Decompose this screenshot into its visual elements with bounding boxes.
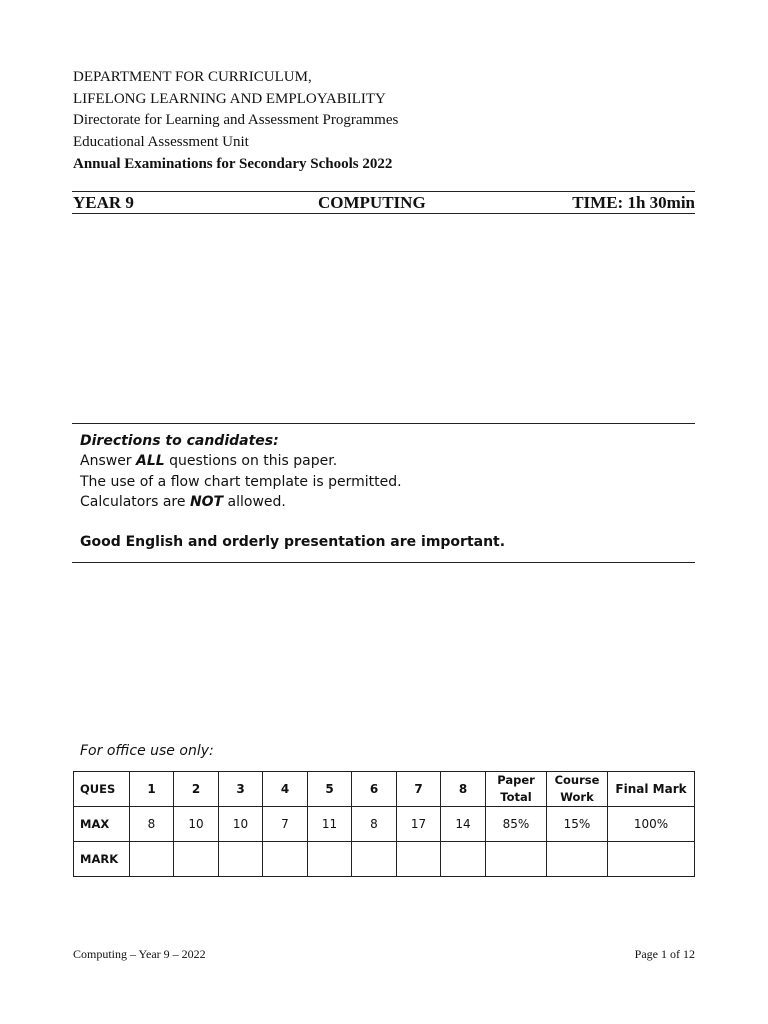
mark-cell-8 xyxy=(441,842,486,877)
max-7: 17 xyxy=(397,807,441,842)
max-2: 10 xyxy=(174,807,219,842)
header-line-3: Directorate for Learning and Assessment Programmes xyxy=(73,112,399,128)
max-4: 7 xyxy=(263,807,308,842)
mark-cell-7 xyxy=(397,842,441,877)
subject-row xyxy=(73,193,695,213)
max-paper-total: 85% xyxy=(486,807,547,842)
ques-header: QUES xyxy=(74,772,130,807)
header-line-2: LIFELONG LEARNING AND EMPLOYABILITY xyxy=(73,90,386,107)
directions-line-1: Answer ALL questions on this paper. xyxy=(80,453,338,470)
max-3: 10 xyxy=(219,807,263,842)
paper-total-header: Paper Total xyxy=(486,772,547,807)
header-line-4: Educational Assessment Unit xyxy=(73,133,249,150)
ques-2: 2 xyxy=(174,772,219,807)
mark-cell-4 xyxy=(263,842,308,877)
mark-cell-3 xyxy=(219,842,263,877)
directions-important: Good English and orderly presentation are important. xyxy=(80,534,506,551)
ques-8: 8 xyxy=(441,772,486,807)
table-row-max xyxy=(74,807,695,842)
mark-cell-1 xyxy=(130,842,174,877)
mark-cell-final-mark xyxy=(608,842,695,877)
divider-subject-bottom xyxy=(72,213,695,214)
table-row-mark xyxy=(74,842,695,877)
mark-cell-paper-total xyxy=(486,842,547,877)
ques-1: 1 xyxy=(130,772,174,807)
max-5: 11 xyxy=(308,807,352,842)
footer-left: Computing – Year 9 – 2022 xyxy=(73,947,206,961)
table-row-ques xyxy=(74,772,695,807)
marks-table xyxy=(73,771,695,877)
ques-5: 5 xyxy=(308,772,352,807)
max-6: 8 xyxy=(352,807,397,842)
directions-line-3: Calculators are NOT allowed. xyxy=(80,493,286,510)
subject-label: COMPUTING xyxy=(318,193,426,212)
emphasis-all: ALL xyxy=(136,453,165,470)
office-use-label: For office use only: xyxy=(80,743,214,759)
mark-cell-5 xyxy=(308,842,352,877)
department-header xyxy=(73,67,398,153)
directions-heading: Directions to candidates: xyxy=(80,433,279,449)
course-work-header: Course Work xyxy=(547,772,608,807)
max-header: MAX xyxy=(74,807,130,842)
year-label: YEAR 9 xyxy=(73,193,134,212)
mark-cell-6 xyxy=(352,842,397,877)
ques-7: 7 xyxy=(397,772,441,807)
emphasis-not: NOT xyxy=(189,493,224,510)
max-1: 8 xyxy=(130,807,174,842)
directions-line-2: The use of a flow chart template is permitted. xyxy=(80,473,402,490)
directions-block xyxy=(80,431,505,552)
max-8: 14 xyxy=(441,807,486,842)
mark-cell-2 xyxy=(174,842,219,877)
max-course-work: 15% xyxy=(547,807,608,842)
mark-header: MARK xyxy=(74,842,130,877)
ques-6: 6 xyxy=(352,772,397,807)
max-final-mark: 100% xyxy=(608,807,695,842)
footer-page-number: Page 1 of 12 xyxy=(634,947,695,961)
divider-directions-top xyxy=(72,423,695,424)
exam-title: Annual Examinations for Secondary Schools 2022 xyxy=(73,156,393,172)
header-line-1: DEPARTMENT FOR CURRICULUM, xyxy=(73,69,312,85)
time-label: TIME: 1h 30min xyxy=(572,193,695,212)
ques-4: 4 xyxy=(263,772,308,807)
divider-top xyxy=(72,191,695,192)
mark-cell-course-work xyxy=(547,842,608,877)
final-mark-header: Final Mark xyxy=(608,772,695,807)
divider-directions-bottom xyxy=(72,562,695,563)
ques-3: 3 xyxy=(219,772,263,807)
